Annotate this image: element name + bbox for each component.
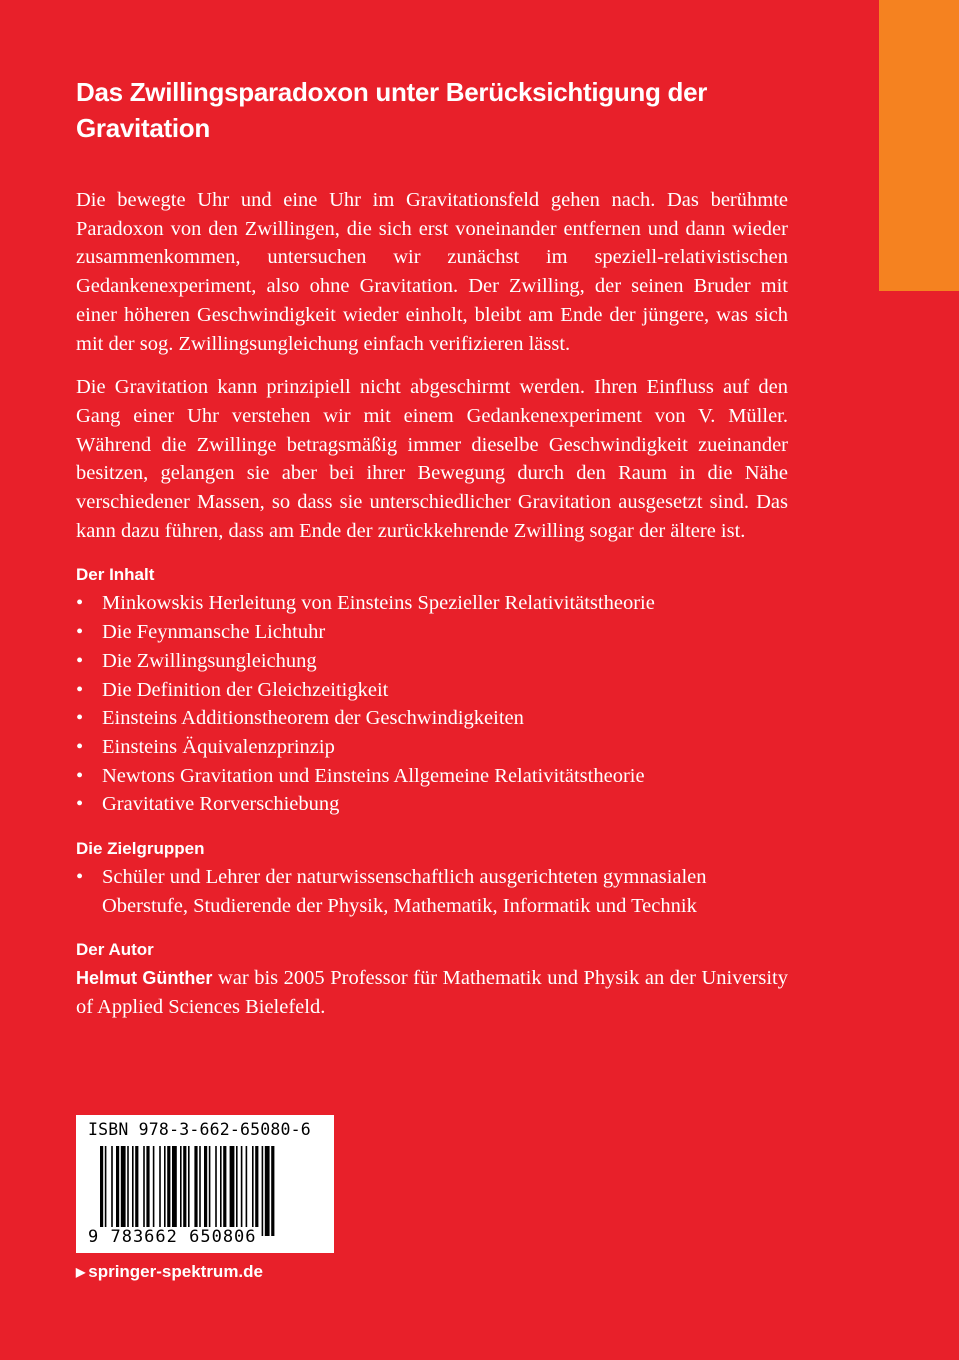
target-groups-list	[76, 863, 788, 920]
contents-item	[76, 762, 788, 791]
contents-item	[76, 733, 788, 762]
barcode-bar	[252, 1146, 254, 1236]
barcode-bar	[116, 1146, 119, 1236]
description-paragraph-1: Die bewegte Uhr und eine Uhr im Gravitationsfeld gehen nach. Das berühmte Paradoxon von den Zwillingen, die sich erst voneinander entfernen und dann wieder zusammenkommen, untersuchen wir zunächst im speziell-relativistischen Gedankenexperiment, also ohne Gravitation. Der Zwilling, der seinen Bruder mit einer höheren Geschwindigkeit wieder einholt, bleibt am Ende der jüngere, was sich mit der sog. Zwillingsungleichung einfach verifizieren lässt.	[76, 189, 788, 355]
contents-item	[76, 618, 788, 647]
bullet-icon: •	[76, 707, 84, 730]
barcode-bar	[167, 1146, 170, 1236]
barcode-bar	[146, 1146, 149, 1236]
barcode-bar	[220, 1146, 222, 1236]
orange-corner-tab	[879, 0, 959, 291]
barcode-bar	[199, 1146, 201, 1236]
barcode-bars	[100, 1146, 324, 1236]
bullet-icon: •	[76, 649, 84, 672]
contents-item	[76, 790, 788, 819]
author-bio	[76, 964, 788, 1021]
target-group-item	[76, 863, 788, 920]
contents-item-text: Die Definition der Gleichzeitigkeit	[102, 678, 389, 701]
barcode-bar	[143, 1146, 145, 1236]
barcode-bar	[271, 1146, 274, 1236]
barcode-bar	[241, 1146, 243, 1236]
back-cover-content	[76, 74, 788, 1037]
bullet-icon: •	[76, 678, 84, 701]
barcode-bar	[127, 1146, 129, 1236]
barcode-bar	[183, 1146, 186, 1236]
barcode-bar	[230, 1146, 235, 1236]
author-bio-text: war bis 2005 Professor für Mathematik und Physik an der University of Applied Sciences Bielefeld.	[76, 967, 788, 1019]
contents-item-text: Einsteins Äquivalenzprinzip	[102, 735, 335, 758]
barcode-bar	[100, 1146, 103, 1236]
barcode-bar	[188, 1146, 190, 1236]
barcode-bar	[194, 1146, 197, 1236]
barcode-bar	[223, 1146, 226, 1236]
contents-item-text: Gravitative Rorverschiebung	[102, 793, 340, 816]
barcode-bar	[236, 1146, 238, 1236]
barcode-bar	[132, 1146, 134, 1236]
barcode-bar	[246, 1146, 248, 1236]
arrow-right-icon: ▶	[76, 1265, 86, 1279]
bullet-icon: •	[76, 793, 84, 816]
bullet-icon: •	[76, 866, 84, 889]
barcode-bar	[262, 1146, 264, 1236]
target-groups-heading: Die Zielgruppen	[76, 839, 205, 859]
barcode-bar	[159, 1146, 161, 1236]
barcode-bar	[111, 1146, 113, 1236]
target-group-item-text: Schüler und Lehrer der naturwissenschaftlich ausgerichteten gymnasialen Oberstufe, Studierende der Physik, Mathematik, Informatik und Technik	[102, 866, 707, 917]
bullet-icon: •	[76, 735, 84, 758]
barcode-bar	[153, 1146, 155, 1236]
barcode-bar	[180, 1146, 182, 1236]
isbn-label: ISBN 978-3-662-65080-6	[88, 1120, 311, 1139]
barcode-digits: 9 783662 650806	[88, 1227, 257, 1247]
contents-item-text: Die Feynmansche Lichtuhr	[102, 621, 326, 644]
bullet-icon: •	[76, 621, 84, 644]
barcode-bar	[209, 1146, 211, 1236]
author-name: Helmut Günther	[76, 968, 213, 989]
contents-item	[76, 647, 788, 676]
barcode-bar	[265, 1146, 270, 1236]
contents-heading: Der Inhalt	[76, 565, 155, 585]
description-paragraph-2: Die Gravitation kann prinzipiell nicht abgeschirmt werden. Ihren Einfluss auf den Gang einer Uhr verstehen wir mit einem Gedankenexperiment von V. Müller. Während die Zwillinge betragsmäßig immer dieselbe Geschwindigkeit zueinander besitzen, gelangen sie aber bei ihrer Bewegung durch den Raum in die Nähe verschiedener Massen, so dass sie unterschiedlicher Gravitation ausgesetzt sind. Das kann dazu führen, dass am Ende der zurückkehrende Zwilling sogar der ältere ist.	[76, 376, 788, 542]
barcode-bar	[164, 1146, 166, 1236]
contents-item-text: Einsteins Additionstheorem der Geschwindigkeiten	[102, 707, 524, 730]
contents-item	[76, 676, 788, 705]
barcode-bar	[255, 1146, 258, 1236]
bullet-icon: •	[76, 592, 84, 615]
barcode-bar	[135, 1146, 138, 1236]
book-title: Das Zwillingsparadoxon unter Berücksichtigung der Gravitation	[76, 77, 708, 143]
contents-list	[76, 589, 788, 819]
barcode-bar	[105, 1146, 107, 1236]
website-text: springer-spektrum.de	[88, 1262, 263, 1281]
bullet-icon: •	[76, 764, 84, 787]
website-link[interactable]	[76, 1262, 263, 1282]
contents-item-text: Minkowskis Herleitung von Einsteins Spezieller Relativitätstheorie	[102, 592, 655, 615]
barcode-bar	[172, 1146, 177, 1236]
barcode-bar	[215, 1146, 217, 1236]
contents-item-text: Newtons Gravitation und Einsteins Allgemeine Relativitätstheorie	[102, 764, 645, 787]
barcode-bar	[204, 1146, 207, 1236]
contents-item-text: Die Zwillingsungleichung	[102, 649, 317, 672]
contents-item	[76, 704, 788, 733]
barcode-bar	[121, 1146, 126, 1236]
author-heading: Der Autor	[76, 940, 154, 960]
contents-item	[76, 589, 788, 618]
isbn-barcode	[76, 1115, 334, 1253]
